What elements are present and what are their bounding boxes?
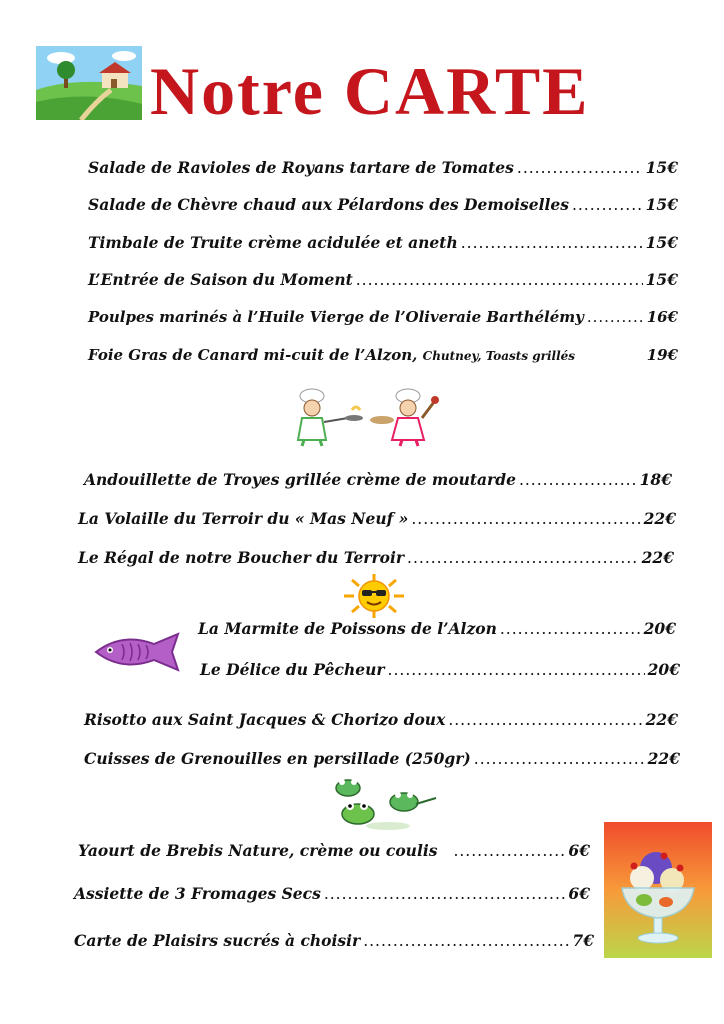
item-price: 15€ [645, 233, 678, 252]
item-name: Risotto aux Saint Jacques & Chorizo doux [84, 710, 446, 729]
leader-dots [363, 932, 569, 950]
item-name: Timbale de Truite crème acidulée et aneth [88, 233, 458, 252]
item-name: Salade de Ravioles de Royans tartare de Tomates [88, 158, 514, 177]
item-note: Chutney, Toasts grillés [422, 349, 576, 363]
menu-item [84, 710, 678, 736]
item-price: 22€ [643, 509, 676, 528]
item-name: Le Régal de notre Boucher du Terroir [78, 548, 405, 567]
item-name: Carte de Plaisirs sucrés à choisir [74, 931, 361, 950]
item-price: 6€ [568, 841, 590, 860]
menu-item [88, 158, 678, 184]
menu-item [200, 660, 680, 686]
leader-dots [388, 661, 645, 679]
item-name: Assiette de 3 Fromages Secs [74, 884, 321, 903]
leader-dots [500, 620, 641, 638]
leader-dots [407, 549, 639, 567]
item-name [88, 346, 575, 364]
item-price: 22€ [645, 710, 678, 729]
leader-dots [572, 196, 643, 214]
item-name: La Volaille du Terroir du « Mas Neuf » [78, 509, 409, 528]
menu-item [78, 548, 674, 574]
item-name-main: Foie Gras de Canard mi-cuit de l’Alzon, [88, 346, 418, 364]
leader-dots [411, 510, 640, 528]
landscape-house-image [36, 46, 142, 120]
menu-item [74, 884, 590, 910]
item-price: 15€ [645, 195, 678, 214]
menu-item [88, 195, 678, 221]
sun-sunglasses-image [340, 574, 408, 618]
item-price: 6€ [568, 884, 590, 903]
item-price: 18€ [639, 470, 672, 489]
page-title: Notre CARTE [150, 53, 590, 129]
menu-item [198, 619, 676, 645]
fish-image [92, 630, 184, 674]
item-name: Cuisses de Grenouilles en persillade (250gr) [84, 749, 471, 768]
leader-dots [461, 234, 643, 252]
item-name: Salade de Chèvre chaud aux Pélardons des Demoiselles [88, 195, 569, 214]
item-price: 22€ [647, 749, 680, 768]
item-price: 19€ [646, 346, 678, 364]
frogs-image [318, 774, 438, 832]
item-price: 20€ [647, 660, 680, 679]
item-price: 15€ [645, 270, 678, 289]
menu-item [88, 346, 678, 372]
item-price: 7€ [572, 931, 594, 950]
menu-item [74, 931, 594, 957]
item-price: 16€ [646, 308, 678, 326]
leader-dots [448, 711, 642, 729]
item-price: 22€ [641, 548, 674, 567]
item-name: Poulpes marinés à l’Huile Vierge de l’Oliveraie Barthélémy [88, 308, 584, 326]
menu-item [88, 270, 678, 296]
menu-item [78, 509, 676, 535]
leader-dots [587, 308, 644, 326]
leader-dots [453, 842, 565, 860]
item-name: La Marmite de Poissons de l’Alzon [198, 619, 497, 638]
leader-dots [474, 750, 645, 768]
item-name: L’Entrée de Saison du Moment [88, 270, 353, 289]
item-price: 15€ [645, 158, 678, 177]
menu-item [84, 749, 680, 775]
cooking-kids-image [290, 388, 440, 448]
ice-cream-sundae-image [604, 822, 712, 958]
item-name: Yaourt de Brebis Nature, crème ou coulis [78, 841, 438, 860]
leader-dots [517, 159, 643, 177]
item-name: Le Délice du Pêcheur [200, 660, 385, 679]
leader-dots [324, 885, 566, 903]
menu-item [88, 308, 678, 334]
leader-dots [519, 471, 637, 489]
item-name: Andouillette de Troyes grillée crème de moutarde [84, 470, 516, 489]
item-price: 20€ [643, 619, 676, 638]
menu-item [88, 233, 678, 259]
menu-item [84, 470, 672, 496]
leader-dots [356, 271, 643, 289]
menu-item [78, 841, 590, 867]
